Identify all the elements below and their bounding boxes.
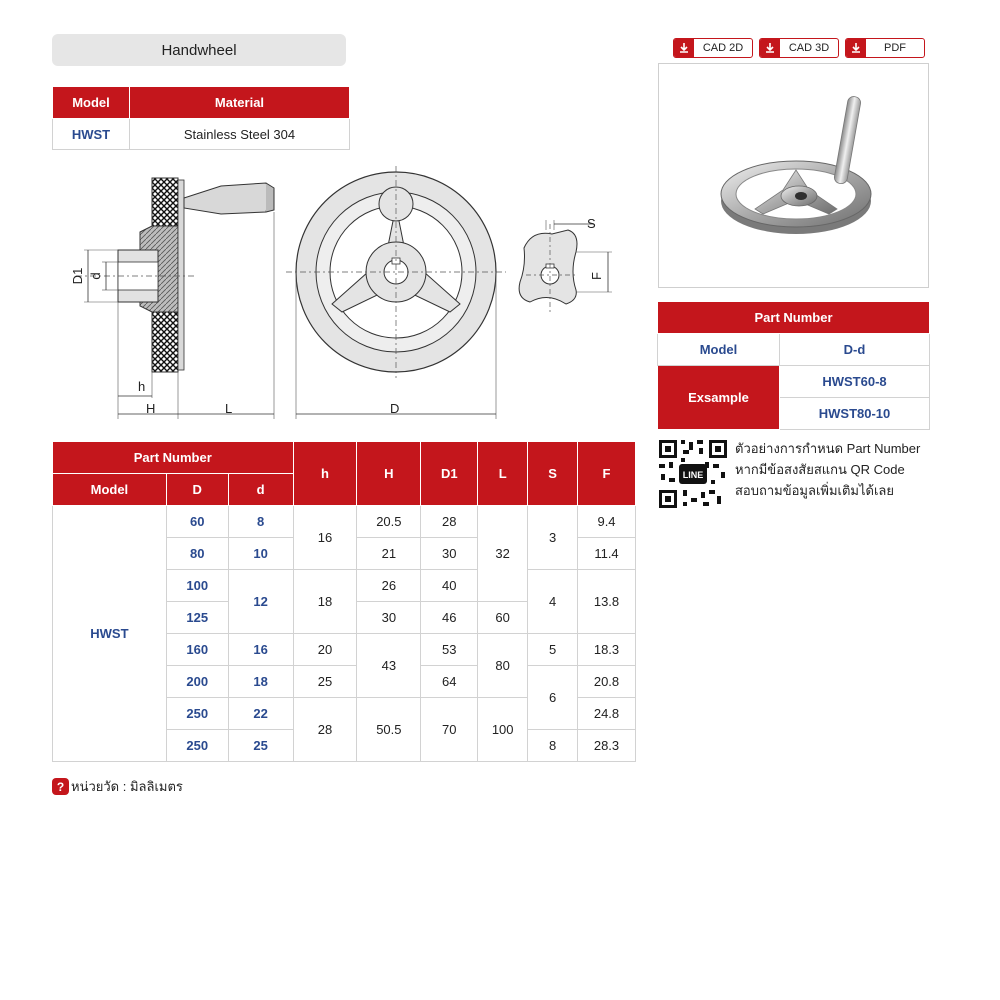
dim-D1: D1 xyxy=(70,267,85,285)
D-header: D xyxy=(166,474,228,506)
model-cell: HWST xyxy=(53,506,167,762)
D1-cell: 53 xyxy=(421,634,478,666)
hub-detail xyxy=(519,220,612,314)
S-cell: 8 xyxy=(528,730,578,762)
qr-line: ตัวอย่างการกำหนด Part Number xyxy=(735,441,921,456)
qr-block xyxy=(657,438,920,510)
pn-model-value: D-d xyxy=(780,334,930,366)
technical-drawing xyxy=(56,164,626,424)
S-cell: 5 xyxy=(528,634,578,666)
qr-code-icon[interactable] xyxy=(657,438,729,510)
model-header: Model xyxy=(53,87,130,119)
page-title: Handwheel xyxy=(52,34,346,66)
pn-model-label: Model xyxy=(658,334,780,366)
dim-h: h xyxy=(138,379,146,394)
part-number-table xyxy=(657,301,930,430)
d-cell: 25 xyxy=(228,730,293,762)
F-cell: 11.4 xyxy=(578,538,636,570)
D1-cell: 30 xyxy=(421,538,478,570)
d-header: d xyxy=(228,474,293,506)
help-icon: ? xyxy=(52,778,69,795)
d-cell: 12 xyxy=(228,570,293,634)
cad-2d-label: CAD 2D xyxy=(702,42,744,54)
dim-D: D xyxy=(390,401,400,416)
d-cell: 8 xyxy=(228,506,293,538)
H-cell: 26 xyxy=(357,570,421,602)
dim-S: S xyxy=(587,216,596,231)
F-cell: 9.4 xyxy=(578,506,636,538)
D1-cell: 28 xyxy=(421,506,478,538)
units-text: หน่วยวัด : มิลลิเมตร xyxy=(71,779,183,794)
L-cell: 60 xyxy=(478,602,528,634)
qr-badge-text: LINE xyxy=(682,470,704,480)
h-cell: 16 xyxy=(293,506,357,570)
pdf-label: PDF xyxy=(884,42,906,54)
L-cell: 80 xyxy=(478,634,528,698)
material-header: Material xyxy=(129,87,349,119)
F-cell: 24.8 xyxy=(578,698,636,730)
D-cell: 80 xyxy=(166,538,228,570)
h-header: h xyxy=(293,442,357,506)
cad-3d-label: CAD 3D xyxy=(788,42,830,54)
units-note xyxy=(52,776,183,797)
part-number-title: Part Number xyxy=(658,302,930,334)
example-label: Exsample xyxy=(658,366,780,430)
D-cell: 125 xyxy=(166,602,228,634)
d-cell: 10 xyxy=(228,538,293,570)
side-view xyxy=(76,178,274,419)
D-cell: 200 xyxy=(166,666,228,698)
S-cell: 6 xyxy=(528,666,578,730)
download-icon xyxy=(846,39,866,57)
L-cell: 100 xyxy=(478,698,528,762)
d-cell: 22 xyxy=(228,698,293,730)
D-cell: 100 xyxy=(166,570,228,602)
D1-cell: 46 xyxy=(421,602,478,634)
D1-header: D1 xyxy=(421,442,478,506)
S-cell: 4 xyxy=(528,570,578,634)
h-cell: 28 xyxy=(293,698,357,762)
H-cell: 30 xyxy=(357,602,421,634)
part-number-group-header: Part Number xyxy=(53,442,294,474)
d-cell: 18 xyxy=(228,666,293,698)
h-cell: 20 xyxy=(293,634,357,666)
H-cell: 20.5 xyxy=(357,506,421,538)
L-cell: 32 xyxy=(478,506,528,602)
F-header: F xyxy=(578,442,636,506)
L-header: L xyxy=(478,442,528,506)
qr-line: หากมีข้อสงสัยสแกน QR Code xyxy=(735,462,905,477)
D-cell: 60 xyxy=(166,506,228,538)
product-photo xyxy=(658,63,929,288)
H-header: H xyxy=(357,442,421,506)
material-table xyxy=(52,86,350,150)
F-cell: 18.3 xyxy=(578,634,636,666)
dim-d: d xyxy=(88,272,103,280)
table-row xyxy=(53,506,636,538)
D-cell: 250 xyxy=(166,730,228,762)
d-cell: 16 xyxy=(228,634,293,666)
pdf-button[interactable] xyxy=(845,38,925,58)
D-cell: 160 xyxy=(166,634,228,666)
front-view xyxy=(286,166,506,419)
download-icon xyxy=(674,39,694,57)
example-value: HWST80-10 xyxy=(780,398,930,430)
download-buttons xyxy=(673,38,925,58)
S-header: S xyxy=(528,442,578,506)
model-header: Model xyxy=(53,474,167,506)
D1-cell: 70 xyxy=(421,698,478,762)
F-cell: 13.8 xyxy=(578,570,636,634)
model-value: HWST xyxy=(53,119,130,150)
H-cell: 21 xyxy=(357,538,421,570)
H-cell: 50.5 xyxy=(357,698,421,762)
D1-cell: 40 xyxy=(421,570,478,602)
dim-L: L xyxy=(225,401,233,416)
example-value: HWST60-8 xyxy=(780,366,930,398)
dim-F: F xyxy=(589,272,604,280)
dimension-table xyxy=(52,441,636,762)
F-cell: 28.3 xyxy=(578,730,636,762)
dim-H: H xyxy=(146,401,156,416)
qr-line: สอบถามข้อมูลเพิ่มเติมได้เลย xyxy=(735,483,895,498)
S-cell: 3 xyxy=(528,506,578,570)
h-cell: 18 xyxy=(293,570,357,634)
cad-2d-button[interactable] xyxy=(673,38,753,58)
qr-text xyxy=(735,438,920,510)
download-icon xyxy=(760,39,780,57)
D1-cell: 64 xyxy=(421,666,478,698)
cad-3d-button[interactable] xyxy=(759,38,839,58)
h-cell: 25 xyxy=(293,666,357,698)
H-cell: 43 xyxy=(357,634,421,698)
D-cell: 250 xyxy=(166,698,228,730)
material-value: Stainless Steel 304 xyxy=(129,119,349,150)
F-cell: 20.8 xyxy=(578,666,636,698)
